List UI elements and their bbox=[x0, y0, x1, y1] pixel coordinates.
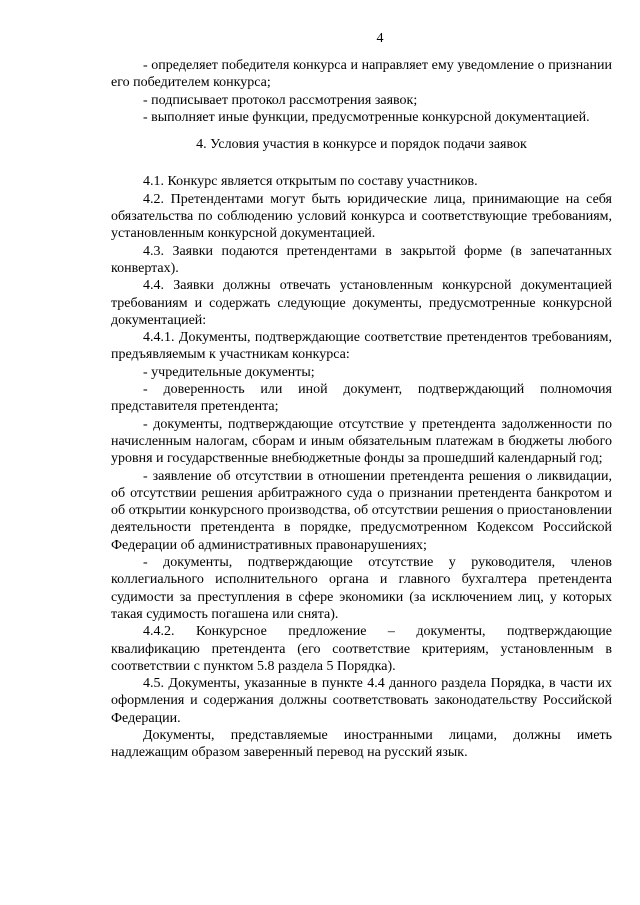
list-item-charter-docs: - учредительные документы; bbox=[143, 364, 315, 380]
paragraph-4-3: 4.3. Заявки подаются претендентами в закрытой форме (в запечатанных конвертах). bbox=[111, 243, 612, 276]
paragraph-4-5: 4.5. Документы, указанные в пункте 4.4 данного раздела Порядка, в части их оформления и содержания должны соответствовать законодательству Российской Федерации. bbox=[111, 676, 612, 726]
paragraph-duty-protocol: - подписывает протокол рассмотрения заявок; bbox=[143, 92, 418, 108]
document-body bbox=[111, 57, 612, 762]
list-item-no-debt: - документы, подтверждающие отсутствие у претендента задолженности по начисленным налогам, сборам и иным обязательным платежам в бюджеты любого уровня и государственные внебюджетные фонды за прошедший календарный год; bbox=[111, 416, 612, 467]
page-number: 4 bbox=[376, 31, 384, 46]
paragraph-4-4: 4.4. Заявки должны отвечать установленным конкурсной документацией требованиям и содержать следующие документы, предусмотренные конкурсной документацией: bbox=[111, 278, 612, 328]
list-item-no-liquidation: - заявление об отсутствии в отношении претендента решения о ликвидации, об отсутствии решения арбитражного суда о признании претендента банкротом и об открытии конкурсного производства, об отсутствии решения о приостановлении деятельности претендента в порядке, предусмотренном Кодексом Российской Федерации об административных правонарушениях; bbox=[111, 468, 612, 553]
paragraph-duty-winner: - определяет победителя конкурса и направляет ему уведомление о признании его победителем конкурса; bbox=[111, 58, 612, 91]
list-item-no-conviction: - документы, подтверждающие отсутствие у руководителя, членов коллегиального исполнительного органа и главного бухгалтера претендента судимости за преступления в сфере экономики (за исключением лиц, у которых такая судимость погашена или снята). bbox=[111, 555, 612, 622]
paragraph-foreign-docs: Документы, представляемые иностранными лицами, должны иметь надлежащим образом заверенный перевод на русский язык. bbox=[111, 727, 612, 761]
paragraph-duty-other: - выполняет иные функции, предусмотренные конкурсной документацией. bbox=[143, 109, 590, 125]
list-item-power-of-attorney: - доверенность или иной документ, подтверждающий полномочия представителя претендента; bbox=[111, 382, 612, 415]
section-heading: 4. Условия участия в конкурсе и порядок подачи заявок bbox=[196, 137, 527, 153]
paragraph-4-4-1: 4.4.1. Документы, подтверждающие соответствие претендентов требованиям, предъявляемым к участникам конкурса: bbox=[111, 330, 612, 363]
spacer bbox=[111, 165, 612, 173]
paragraph-4-1: 4.1. Конкурс является открытым по составу участников. bbox=[143, 174, 478, 190]
paragraph-4-2: 4.2. Претендентами могут быть юридические лица, принимающие на себя обязательства по соблюдению условий конкурса и соответствующие требованиям, установленным конкурсной документацией. bbox=[111, 191, 612, 242]
paragraph-4-4-2: 4.4.2. Конкурсное предложение – документы, подтверждающие квалификацию претендента (его соответствие критериям, установленным в соответствии с пунктом 5.8 раздела 5 Порядка). bbox=[111, 624, 612, 674]
